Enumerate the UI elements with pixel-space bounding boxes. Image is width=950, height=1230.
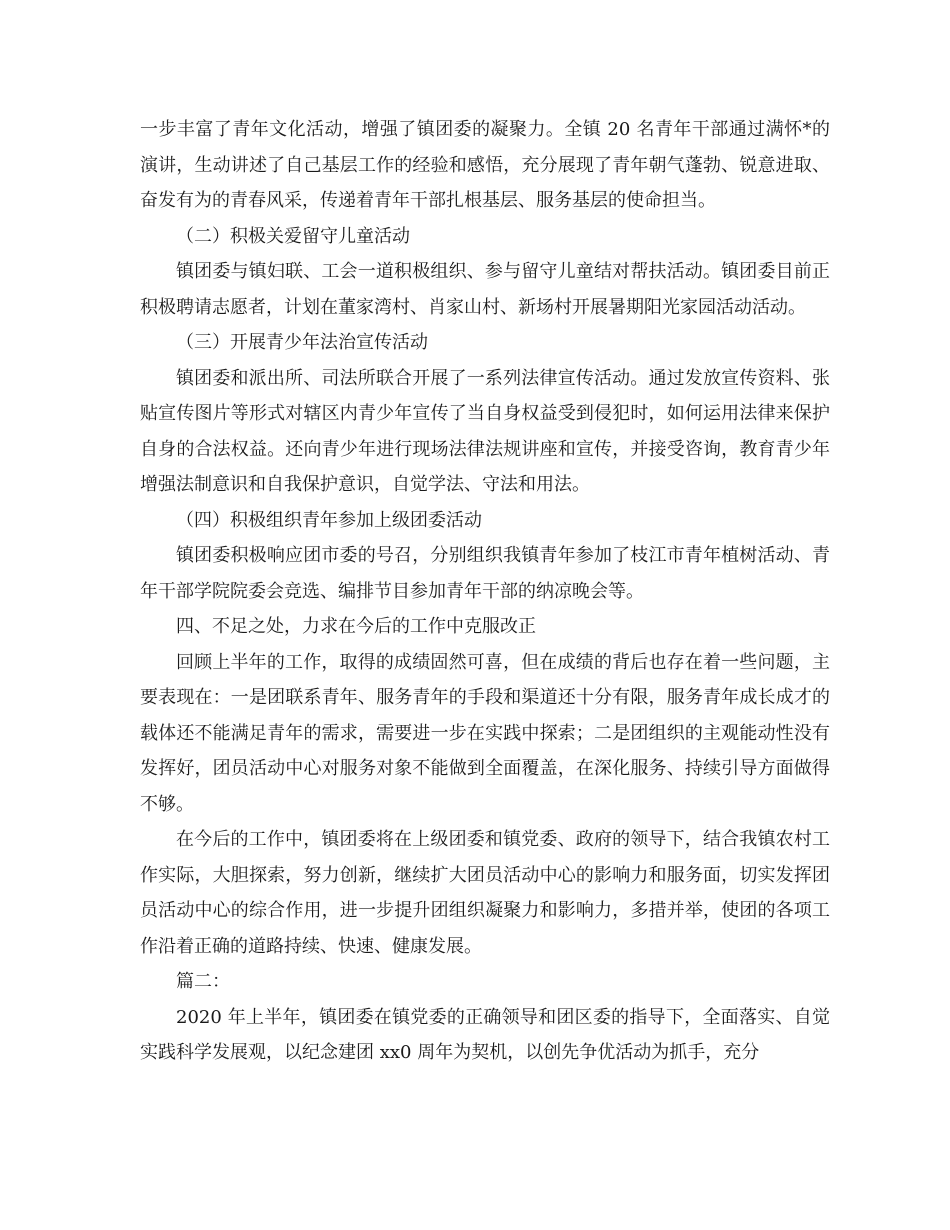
subheading-legal-publicity: （三）开展青少年法治宣传活动 — [176, 332, 428, 353]
section-heading-part-two: 篇二： — [176, 971, 230, 992]
document-body — [140, 112, 830, 1071]
paragraph-continued: 一步丰富了青年文化活动，增强了镇团委的凝聚力。全镇 20 名青年干部通过满怀*的演讲，生动讲述了自己基层工作的经验和感悟，充分展现了青年朝气蓬勃、锐意进取、奋发有为的青春风采，传递着青年干部扎根基层、服务基层的使命担当。 — [140, 119, 830, 211]
paragraph-review: 回顾上半年的工作，取得的成绩固然可喜，但在成绩的背后也存在着一些问题，主要表现在：一是团联系青年、服务青年的手段和渠道还十分有限，服务青年成长成才的载体还不能满足青年的需求，需要进一步在实践中探索；二是团组织的主观能动性没有发挥好，团员活动中心对服务对象不能做到全面覆盖，在深化服务、持续引导方面做得不够。 — [140, 651, 830, 815]
paragraph-future-work: 在今后的工作中，镇团委将在上级团委和镇党委、政府的领导下，结合我镇农村工作实际，大胆探索，努力创新，继续扩大团员活动中心的影响力和服务面，切实发挥团员活动中心的综合作用，进一步提升团组织凝聚力和影响力，多措并举，使团的各项工作沿着正确的道路持续、快速、健康发展。 — [140, 829, 830, 957]
paragraph-higher-league-activities: 镇团委积极响应团市委的号召，分别组织我镇青年参加了枝江市青年植树活动、青年干部学院院委会竞选、编排节目参加青年干部的纳凉晚会等。 — [140, 545, 830, 602]
paragraph-left-behind-children: 镇团委与镇妇联、工会一道积极组织、参与留守儿童结对帮扶活动。镇团委目前正积极聘请志愿者，计划在董家湾村、肖家山村、新场村开展暑期阳光家园活动活动。 — [140, 261, 830, 318]
section-heading-shortcomings: 四、不足之处，力求在今后的工作中克服改正 — [176, 616, 536, 637]
subheading-higher-league-activities: （四）积极组织青年参加上级团委活动 — [176, 509, 482, 531]
paragraph-legal-publicity: 镇团委和派出所、司法所联合开展了一系列法律宣传活动。通过发放宣传资料、张贴宣传图片等形式对辖区内青少年宣传了当自身权益受到侵犯时，如何运用法律来保护自身的合法权益。还向青少年进行现场法律法规讲座和宣传，并接受咨询，教育青少年增强法制意识和自我保护意识，自觉学法、守法和用法。 — [140, 367, 830, 495]
subheading-left-behind-children: （二）积极关爱留守儿童活动 — [176, 225, 410, 247]
paragraph-part-two-intro: 2020 年上半年，镇团委在镇党委的正确领导和团区委的指导下，全面落实、自觉实践科学发展观，以纪念建团 xx0 周年为契机，以创先争优活动为抓手，充分 — [140, 1006, 830, 1063]
